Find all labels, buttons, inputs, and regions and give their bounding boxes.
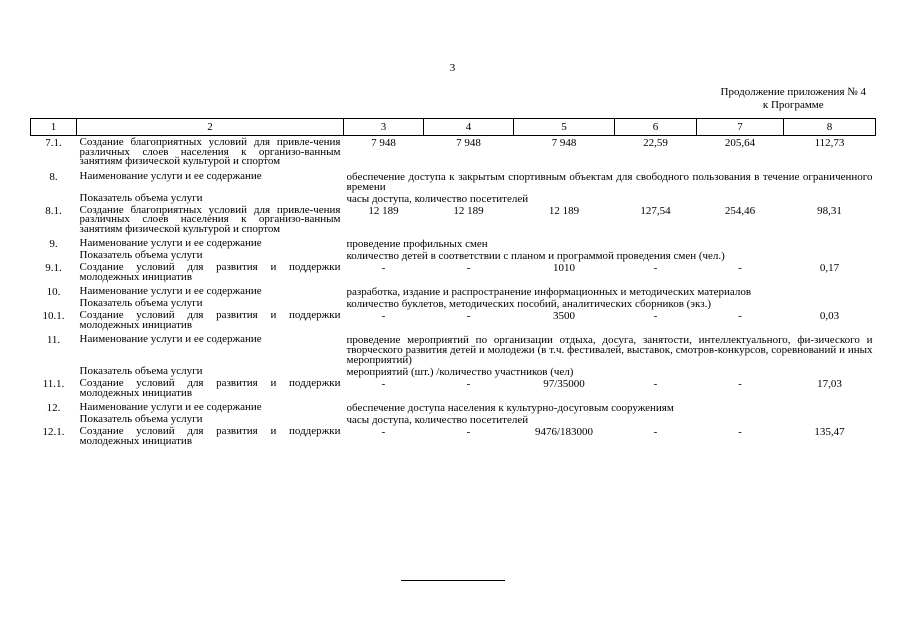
value-cell: 254,46	[724, 204, 756, 217]
table-row	[31, 282, 876, 297]
header-row	[31, 119, 876, 136]
value-cell: -	[738, 262, 742, 274]
row-description: обеспечение доступа населения к культурно-досуговым сооружениям	[346, 402, 674, 414]
footer-rule	[401, 580, 505, 581]
header-cell: 6	[615, 119, 697, 136]
value-cell: 22,59	[643, 137, 668, 149]
value-cell: -	[381, 426, 386, 438]
row-description: количество детей в соответствии с планом и программой проведения смен (чел.)	[346, 250, 725, 262]
value-cell: -	[466, 262, 471, 274]
value-cell: 3500	[553, 310, 575, 322]
value-cell: 0,03	[819, 310, 840, 322]
row-name: Создание условий для развития и поддержки молодежных инициатив	[79, 377, 341, 399]
header-cell: 3	[344, 119, 424, 136]
row-number: 10.	[46, 286, 61, 298]
page-number: 3	[449, 62, 456, 74]
table-row	[31, 297, 876, 309]
value-cell: -	[466, 426, 471, 438]
value-cell: -	[653, 378, 658, 390]
header-cell: 8	[784, 119, 876, 136]
table-row	[31, 136, 876, 167]
row-number	[31, 192, 77, 204]
annex-line-1: Продолжение приложения № 4	[720, 86, 866, 98]
value-cell: 205,64	[724, 137, 756, 149]
services-table	[30, 118, 876, 446]
row-number: 12.	[46, 402, 61, 414]
header-cell: 2	[77, 119, 344, 136]
row-description: мероприятий (шт.) /количество участников (чел)	[346, 366, 574, 378]
table-row	[31, 234, 876, 249]
row-name: Создание условий для развития и поддержки молодежных инициатив	[79, 309, 341, 331]
table-row	[31, 330, 876, 365]
value-cell: 9476/183000	[534, 426, 594, 438]
row-number	[31, 297, 77, 309]
row-name: Показатель объема услуги	[79, 297, 203, 309]
value-cell: 12 189	[453, 204, 484, 217]
table-row	[31, 249, 876, 261]
row-description: количество буклетов, методических пособий, аналитических сборников (экз.)	[346, 298, 711, 310]
value-cell: -	[381, 310, 386, 322]
header-cell: 4	[424, 119, 514, 136]
row-name: Создание условий для развития и поддержки молодежных инициатив	[79, 425, 341, 447]
row-number: 11.1.	[42, 378, 65, 390]
row-number	[31, 365, 77, 377]
table-row	[31, 192, 876, 204]
row-number	[31, 249, 77, 261]
value-cell: 135,47	[814, 426, 845, 438]
row-number: 8.	[49, 170, 58, 183]
row-description: проведение мероприятий по организации отдыха, досуга, занятости, интеллектуального, фи-зического и творческого развития детей и молодежи (в т.ч. фестивалей, выставок, смотров-конкурсов, соревнований и иных мероприятий)	[346, 334, 873, 366]
table-row	[31, 377, 876, 398]
value-cell: 1010	[553, 262, 575, 274]
value-cell: 7 948	[371, 137, 396, 149]
value-cell: 12 189	[368, 204, 399, 217]
table-row	[31, 167, 876, 192]
table-row	[31, 204, 876, 235]
header-cell: 5	[514, 119, 615, 136]
row-name: Наименование услуги и ее содержание	[79, 333, 262, 345]
value-cell: 7 948	[551, 137, 577, 149]
row-name: Создание благоприятных условий для привле-чения различных слоев населения к организо-ванным занятиям физической культурой и спортом	[79, 203, 341, 235]
value-cell: -	[738, 426, 742, 438]
value-cell: -	[381, 378, 386, 390]
table-row	[31, 261, 876, 282]
value-cell: -	[381, 262, 386, 274]
value-cell: 112,73	[814, 137, 845, 149]
row-number: 9.1.	[45, 262, 62, 274]
row-description: обеспечение доступа к закрытым спортивным объектам для свободного пользования в течение ограниченного времени	[346, 170, 873, 193]
table-row	[31, 398, 876, 413]
value-cell: -	[653, 262, 658, 274]
row-number: 8.1.	[45, 204, 62, 217]
annex-caption	[721, 86, 866, 112]
row-number: 12.1.	[42, 426, 65, 438]
row-name: Показатель объема услуги	[79, 191, 203, 204]
value-cell: 98,31	[817, 204, 842, 217]
row-name: Показатель объема услуги	[79, 413, 203, 425]
table-row	[31, 413, 876, 425]
row-name: Показатель объема услуги	[79, 365, 203, 377]
header-cell: 7	[697, 119, 784, 136]
row-number	[31, 413, 77, 425]
value-cell: 7 948	[456, 137, 481, 149]
row-description: часы доступа, количество посетителей	[346, 192, 529, 205]
row-number: 9.	[49, 238, 58, 250]
value-cell: 97/35000	[543, 378, 585, 390]
value-cell: -	[653, 426, 658, 438]
table-row	[31, 425, 876, 446]
row-description: проведение профильных смен	[346, 238, 488, 250]
row-number: 10.1.	[42, 310, 65, 322]
annex-line-2: к Программе	[762, 99, 824, 111]
value-cell: 127,54	[640, 204, 671, 217]
row-name: Наименование услуги и ее содержание	[79, 285, 262, 297]
value-cell: 0,17	[819, 262, 840, 274]
row-number: 11.	[46, 334, 61, 346]
row-description: часы доступа, количество посетителей	[346, 414, 529, 426]
table-row	[31, 309, 876, 330]
row-name: Создание условий для развития и поддержки молодежных инициатив	[79, 261, 341, 283]
header-cell: 1	[31, 119, 77, 136]
row-number: 7.1.	[45, 137, 62, 149]
table-row	[31, 365, 876, 377]
value-cell: -	[466, 310, 471, 322]
value-cell: -	[738, 310, 742, 322]
row-name: Показатель объема услуги	[79, 249, 203, 261]
value-cell: 12 189	[548, 204, 580, 217]
row-description: разработка, издание и распространение информационных и методических материалов	[346, 286, 752, 298]
row-name: Наименование услуги и ее содержание	[79, 169, 262, 182]
value-cell: 17,03	[817, 378, 842, 390]
row-name: Создание благоприятных условий для привле-чения различных слоев населения к организо-ванным занятиям физической культурой и спортом	[79, 136, 341, 167]
value-cell: -	[738, 378, 742, 390]
value-cell: -	[466, 378, 471, 390]
row-name: Наименование услуги и ее содержание	[79, 237, 262, 249]
value-cell: -	[653, 310, 658, 322]
row-name: Наименование услуги и ее содержание	[79, 401, 262, 413]
